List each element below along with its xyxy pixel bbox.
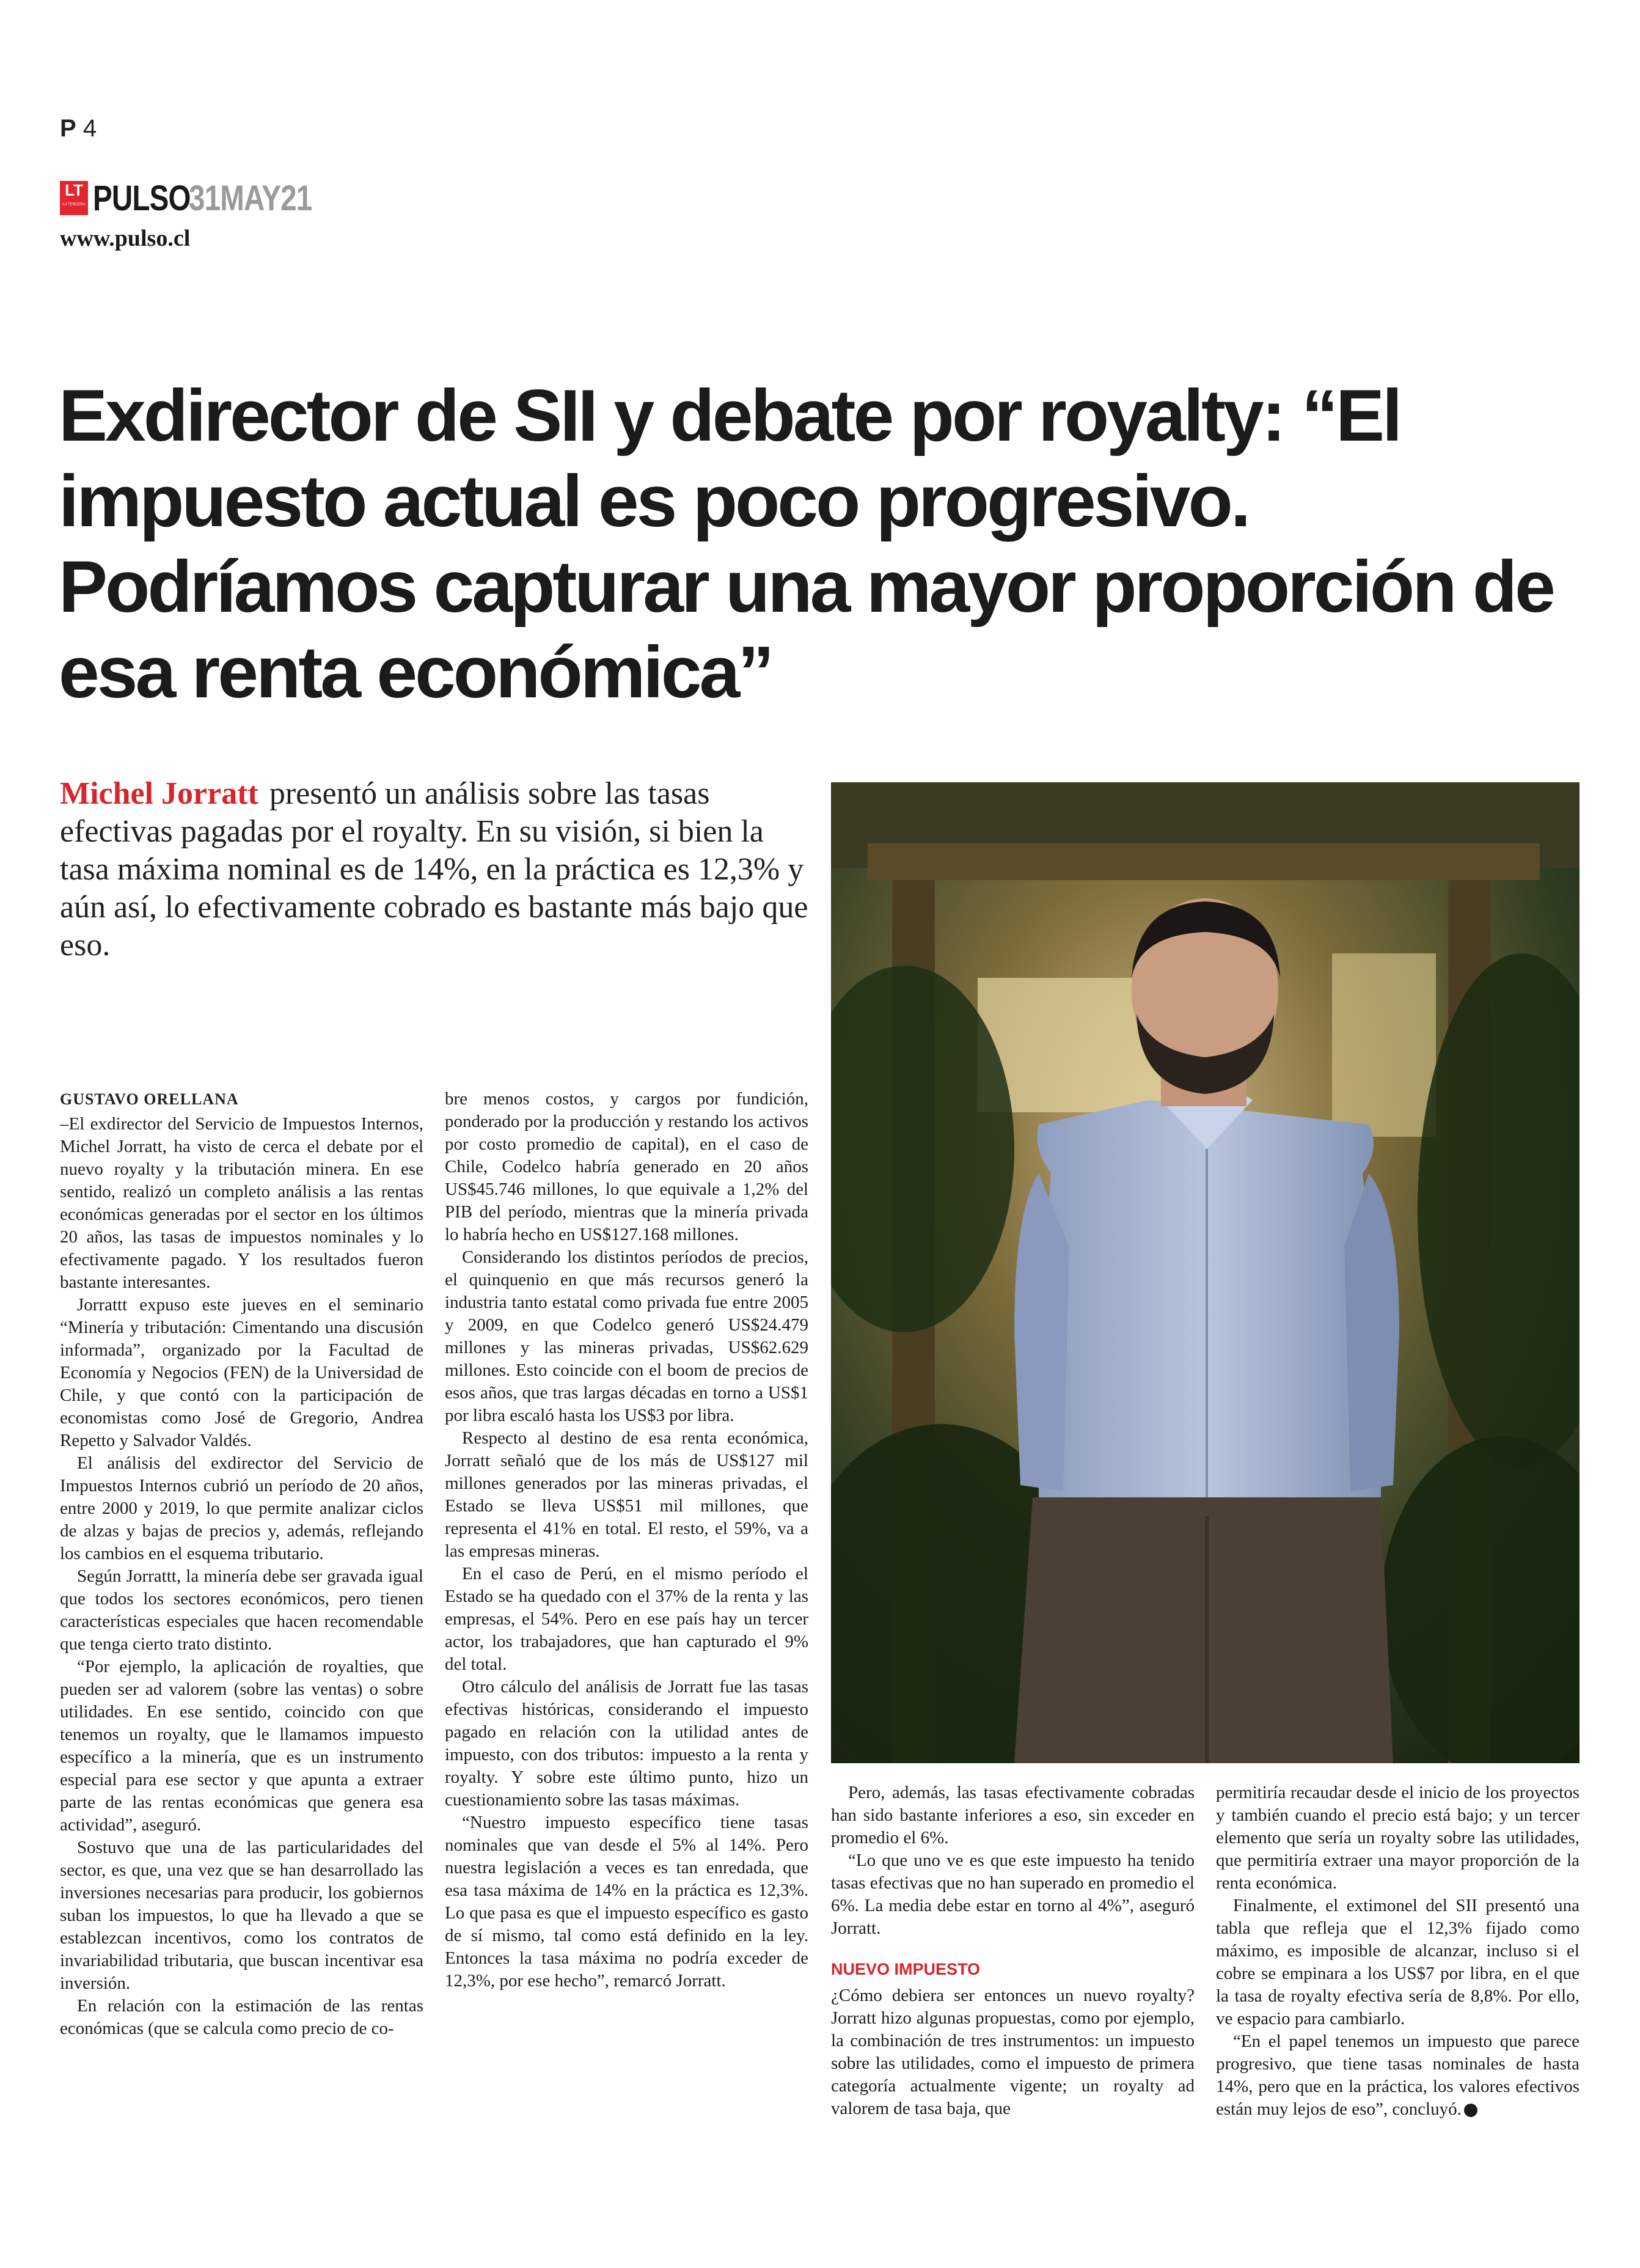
paragraph: bre menos costos, y cargos por fundición, ponderado por la producción y restando los activos por costo promedio de capital), en el caso de Chile, Codelco habría generado en 20 años US$45.746 millones, lo que equivale a 1,2% del PIB del período, mientras que la minería privada lo habría hecho en US$127.168 millones. — [445, 1089, 808, 1244]
paragraph: “Nuestro impuesto específico tiene tasas nominales que van desde el 5% al 14%. Pero nuestra legislación a veces es tan enredada, que esa tasa máxima de 14% en la práctica es 12,3%. Lo que pasa es que el impuesto específico es gasto de sí mismo, tal como está definido en la ley. Entonces la tasa máxima no podría exceder de 12,3%, por ese hecho”, remarcó Jorratt. — [445, 1813, 808, 1991]
paragraph: “Por ejemplo, la aplicación de royalties, que pueden ser ad valorem (sobre las ventas) o sobre utilidades. En ese sentido, coincido con que tenemos un royalty, que le llamamos impuesto específico a la minería, que es un instrumento especial para ese sector y que apunta a extraer parte de las rentas económicas que genera esa actividad”, aseguró. — [60, 1657, 423, 1835]
paragraph: “Lo que uno ve es que este impuesto ha tenido tasas efectivas que no han superado en promedio el 6%. La media debe estar en torno al 4%”, aseguró Jorratt. — [831, 1851, 1195, 1938]
paragraph: Considerando los distintos períodos de precios, el quinquenio en que más recursos generó la industria tanto estatal como privada fue entre 2005 y 2009, en que Codelco generó US$24.479 millones y las mineras privadas, US$62.629 millones. Esto coincide con el boom de precios de esos años, que tras largas décadas en torno a US$1 por libra escaló hasta los US$3 por libra. — [445, 1247, 808, 1425]
paragraph: Otro cálculo del análisis de Jorratt fue las tasas efectivas históricas, considerando el impuesto pagado en relación con la utilidad antes de impuesto, con dos tributos: impuesto a la renta y royalty. Y sobre este último punto, hizo un cuestionamiento sobre las tasas máximas. — [445, 1677, 808, 1810]
paragraph: ¿Cómo debiera ser entonces un nuevo royalty? Jorratt hizo algunas propuestas, como por ejemplo, la combinación de tres instrumentos: un impuesto sobre las utilidades, como el impuesto de primera categoría actualmente vigente; un royalty ad valorem de tasa baja, que — [831, 1986, 1195, 2118]
paragraph: Sostuvo que una de las particularidades del sector, es que, una vez que se han desarrollado las inversiones necesarias para producir, los gobiernos suban los impuestos, lo que ha llevado a que se establezcan incentivos, como los contratos de invariabilidad tributaria, que buscan incentivar esa inversión. — [60, 1838, 423, 1993]
paragraph: El análisis del exdirector del Servicio de Impuestos Internos cubrió un período de 20 años, entre 2000 y 2019, lo que permite analizar ciclos de alzas y bajas de precios y, además, reflejando los cambios en el esquema tributario. — [60, 1453, 423, 1563]
paragraph: Según Jorrattt, la minería debe ser gravada igual que todos los sectores económicos, pero tienen características especiales que hacen recomendable que tenga cierto trato distinto. — [60, 1566, 423, 1654]
la-tercera-logo: LT LA TERCERA — [60, 181, 88, 215]
page-number: P 4 — [60, 115, 97, 142]
paragraph: permitiría recaudar desde el inicio de los proyectos y también cuando el precio está bajo; y un tercer elemento que sería un royalty sobre las utilidades, que permitiría extraer una mayor proporción de la renta económica. — [1216, 1783, 1580, 1893]
paragraph: Finalmente, el extimonel del SII presentó una tabla que refleja que el 12,3% fijado como máximo, es imposible de alcanzar, incluso si el cobre se empinara a los US$7 por libra, en el que la tasa de royalty efectiva sería de 8,8%. Por ello, ve espacio para cambiarlo. — [1216, 1896, 1580, 2028]
end-mark-icon: P — [1464, 2104, 1477, 2117]
subhead: NUEVO IMPUESTO — [831, 1960, 981, 1978]
paragraph: En relación con la estimación de las rentas económicas (que se calcula como precio de co- — [60, 1996, 423, 2038]
article-column-1 — [60, 1088, 423, 2040]
masthead — [60, 179, 339, 217]
article-column-2 — [445, 1088, 808, 1992]
paragraph: Respecto al destino de esa renta económica, Jorratt señaló que de los más de US$127 mil millones generados por las mineras privadas, el Estado se lleva US$51 mil millones, que representa el 41% en total. El resto, el 59%, va a las empresas mineras. — [445, 1428, 808, 1561]
paragraph: Pero, además, las tasas efectivamente cobradas han sido bastante inferiores a eso, sin exceder en promedio el 6%. — [831, 1783, 1195, 1848]
website[interactable]: www.pulso.cl — [60, 226, 191, 251]
paragraph: “En el papel tenemos un impuesto que parece progresivo, que tiene tasas nominales de hasta 14%, pero que en la práctica, los valores efectivos están muy lejos de eso”, concluyó. P — [1216, 2031, 1580, 2119]
section-name: PULSO — [93, 178, 191, 218]
paragraph: Jorrattt expuso este jueves en el seminario “Minería y tributación: Cimentando una discusión informada”, organizado por la Facultad de Economía y Negocios (FEN) de la Universidad de Chile, y que contó con la participación de economistas como José de Gregorio, Andrea Repetto y Salvador Valdés. — [60, 1295, 423, 1450]
byline: GUSTAVO ORELLANA — [60, 1090, 239, 1108]
paragraph: –El exdirector del Servicio de Impuestos Internos, Michel Jorratt, ha visto de cerca el debate por el nuevo royalty y la tributación minera. En ese sentido, realizó un completo análisis a las rentas económicas generadas por el sector en los últimos 20 años, las tasas de impuestos nominales y lo efectivamente pagado. Y los resultados fueron bastante interesantes. — [60, 1114, 423, 1292]
portrait-photo — [831, 782, 1580, 1763]
lede-author: Michel Jorratt — [60, 776, 258, 811]
paragraph: En el caso de Perú, en el mismo período el Estado se ha quedado con el 37% de la renta y las empresas, el 54%. Pero en ese país hay un tercer actor, los trabajadores, que han capturado el 9% del total. — [445, 1564, 808, 1674]
issue-date: 31MAY21 — [188, 178, 312, 218]
article-column-3 — [831, 1782, 1195, 2120]
article-column-4 — [1216, 1782, 1580, 2121]
lede-text: presentó un análisis sobre las tasas efectivas pagadas por el royalty. En su visión, si bien la tasa máxima nominal es de 14%, en la práctica es 12,3% y aún así, lo efectivamente cobrado es bastante más bajo que eso. — [60, 776, 808, 963]
headline: Exdirector de SII y debate por royalty: “El impuesto actual es poco progresivo. Podríamos capturar una mayor proporción de esa renta económica” — [59, 375, 1553, 713]
lede — [60, 775, 818, 964]
